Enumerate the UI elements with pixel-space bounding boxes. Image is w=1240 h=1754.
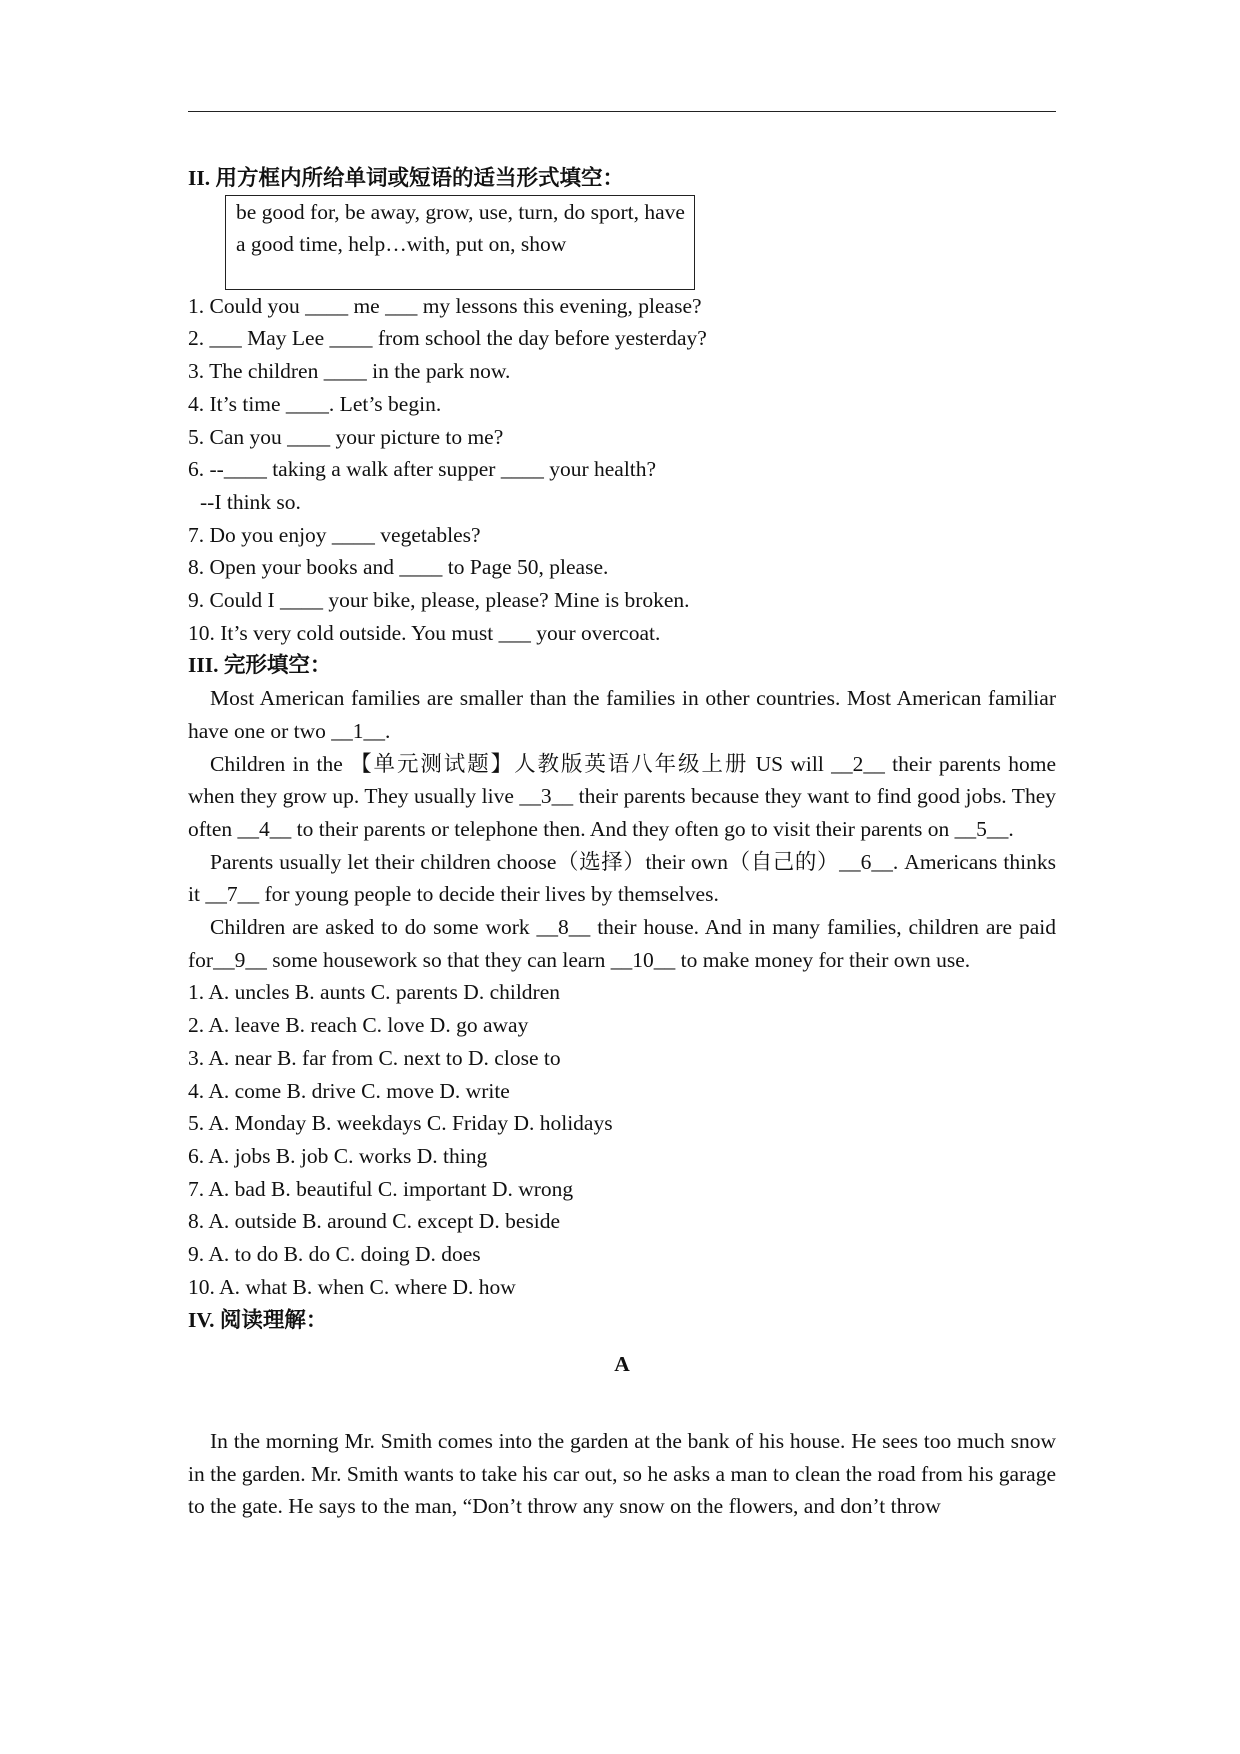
worksheet-content — [188, 162, 1056, 1523]
cloze-paragraph-4: Children are asked to do some work __8__ their house. And in many families, children are paid for__9__ some housework so that they can learn __10__ to make money for their own use. — [188, 915, 1056, 972]
cloze-option-6: 6. A. jobs B. job C. works D. thing — [188, 1143, 488, 1168]
word-box-line-2: a good time, help…with, put on, show — [236, 231, 567, 256]
cloze-option-7: 7. A. bad B. beautiful C. important D. wrong — [188, 1176, 574, 1201]
cloze-option-4: 4. A. come B. drive C. move D. write — [188, 1078, 510, 1103]
fill-question-9: 9. Could I ____ your bike, please, please? Mine is broken. — [188, 588, 690, 613]
fill-question-8: 8. Open your books and ____ to Page 50, please. — [188, 555, 609, 580]
cloze-paragraph-1: Most American families are smaller than the families in other countries. Most American familiar have one or two __1__. — [188, 686, 1056, 743]
cloze-option-8: 8. A. outside B. around C. except D. beside — [188, 1209, 561, 1234]
fill-question-7: 7. Do you enjoy ____ vegetables? — [188, 522, 481, 547]
section-2-heading: II. 用方框内所给单词或短语的适当形式填空： — [188, 166, 624, 190]
fill-question-2: 2. ___ May Lee ____ from school the day before yesterday? — [188, 326, 707, 351]
fill-question-1: 1. Could you ____ me ___ my lessons this evening, please? — [188, 293, 702, 318]
fill-question-3: 3. The children ____ in the park now. — [188, 359, 511, 384]
section-4-heading: IV. 阅读理解： — [188, 1307, 328, 1332]
fill-question-6: 6. --____ taking a walk after supper ____ your health? — [188, 457, 657, 482]
fill-question-10: 10. It’s very cold outside. You must ___ your overcoat. — [188, 620, 661, 645]
fill-question-4: 4. It’s time ____. Let’s begin. — [188, 391, 442, 416]
word-box-line-1: be good for, be away, grow, use, turn, do sport, have — [236, 199, 685, 224]
cloze-option-10: 10. A. what B. when C. where D. how — [188, 1274, 516, 1299]
cloze-paragraph-3: Parents usually let their children choose（选择）their own（自己的）__6__. Americans thinks it __7__ for young people to decide their lives by themselves. — [188, 849, 1056, 907]
header-rule — [188, 111, 1056, 112]
word-box — [225, 195, 695, 290]
section-3-heading: III. 完形填空： — [188, 653, 332, 678]
reading-paragraph: In the morning Mr. Smith comes into the garden at the bank of his house. He sees too much snow in the garden. Mr. Smith wants to take his car out, so he asks a man to clean the road from his garage to the gate. He says to the man, “Don’t throw any snow on the flowers, and don’t throw — [188, 1428, 1056, 1519]
cloze-option-3: 3. A. near B. far from C. next to D. close to — [188, 1045, 561, 1070]
cloze-option-9: 9. A. to do B. do C. doing D. does — [188, 1242, 481, 1267]
cloze-option-1: 1. A. uncles B. aunts C. parents D. children — [188, 980, 561, 1005]
fill-question-6-answer: --I think so. — [200, 489, 301, 514]
cloze-option-5: 5. A. Monday B. weekdays C. Friday D. holidays — [188, 1111, 613, 1136]
cloze-option-2: 2. A. leave B. reach C. love D. go away — [188, 1013, 529, 1038]
passage-title: A — [614, 1352, 630, 1377]
fill-question-5: 5. Can you ____ your picture to me? — [188, 424, 504, 449]
cloze-paragraph-2: Children in the 【单元测试题】人教版英语八年级上册 US will __2__ their parents home when they grow up. They usually live __3__ their parents because they want to find good jobs. They often __4__ to their parents or telephone then. And they often go to visit their parents on __5__. — [188, 751, 1056, 841]
